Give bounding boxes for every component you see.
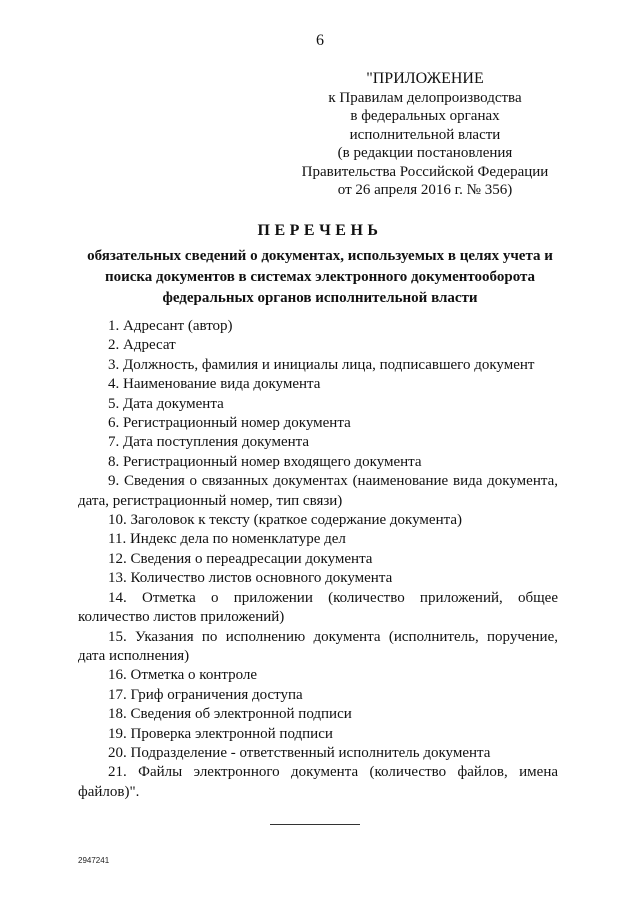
list-item: 13. Количество листов основного документа [108, 570, 393, 587]
footer-code: 2947241 [78, 856, 110, 865]
list-item: 5. Дата документа [108, 395, 224, 412]
appendix-line: (в редакции постановления [337, 145, 513, 161]
list-item: 4. Наименование вида документа [108, 376, 321, 393]
divider [270, 824, 360, 825]
list-item: 11. Индекс дела по номенклатуре дел [108, 531, 346, 548]
appendix-line: "ПРИЛОЖЕНИЕ [366, 70, 484, 87]
list-item: 21. Файлы электронного документа (количество файлов, имена файлов)". [78, 764, 558, 800]
list-item: 12. Сведения о переадресации документа [108, 550, 373, 567]
list-item: 3. Должность, фамилия и инициалы лица, подписавшего документ [108, 356, 535, 373]
list-item: 1. Адресант (автор) [108, 318, 233, 334]
list-item: 14. Отметка о приложении (количество приложений, общее количество листов приложений) [78, 589, 558, 626]
list-item: 16. Отметка о контроле [108, 667, 258, 684]
items-list [78, 317, 558, 802]
appendix-line: Правительства Российской Федерации [301, 163, 549, 180]
appendix-line: в федеральных органах [350, 108, 500, 124]
list-item: 15. Указания по исполнению документа (исполнитель, поручение, дата исполнения) [78, 628, 558, 664]
list-item: 20. Подразделение - ответственный исполнитель документа [108, 744, 491, 761]
appendix-line: исполнительной власти [349, 126, 501, 143]
list-item: 7. Дата поступления документа [108, 434, 310, 451]
appendix-header [300, 70, 550, 200]
appendix-line: к Правилам делопроизводства [328, 89, 522, 106]
document-subtitle: обязательных сведений о документах, используемых в целях учета и поиска документов в системах электронного документооборота федеральных органов исполнительной власти [87, 248, 553, 306]
list-item: 9. Сведения о связанных документах (наименование вида документа, дата, регистрационный номер, тип связи) [78, 473, 558, 509]
list-item: 19. Проверка электронной подписи [108, 725, 333, 742]
list-item: 2. Адресат [108, 337, 176, 354]
list-item: 8. Регистрационный номер входящего документа [108, 453, 422, 470]
appendix-line: от 26 апреля 2016 г. № 356) [337, 182, 513, 198]
list-item: 6. Регистрационный номер документа [108, 415, 351, 432]
page-number: 6 [316, 32, 324, 49]
document-title: ПЕРЕЧЕНЬ [257, 222, 383, 239]
list-item: 17. Гриф ограничения доступа [108, 686, 303, 703]
list-item: 10. Заголовок к тексту (краткое содержание документа) [108, 512, 462, 529]
list-item: 18. Сведения об электронной подписи [108, 706, 352, 723]
